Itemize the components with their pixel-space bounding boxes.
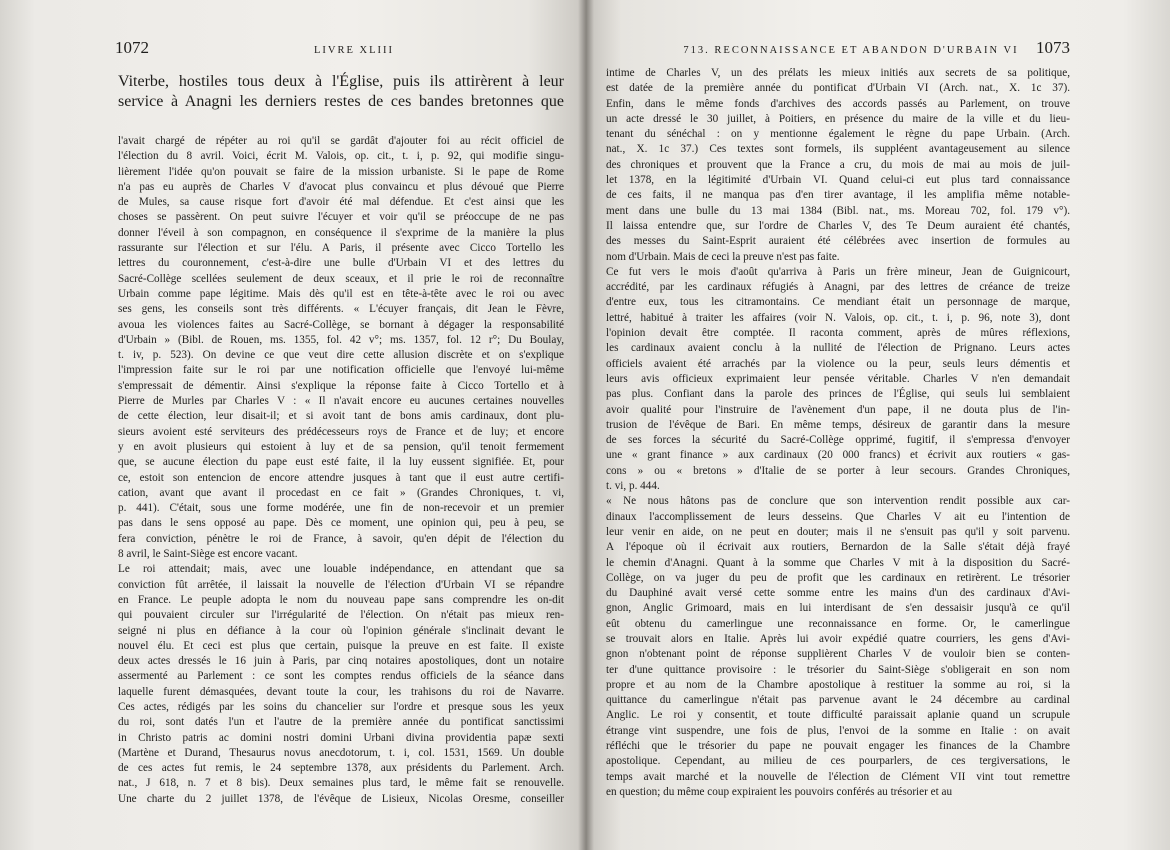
left-running-head	[115, 38, 564, 60]
text-line: deux actes dressés le 16 juin à Paris, par cinq notaires apostoliques, dont un notaire	[118, 655, 564, 668]
text-line: est datée de la première année du pontificat d'Urbain VI (Arch. nat., X. 1c 37).	[606, 82, 1070, 95]
text-line: Il laissa entendre que, sur l'ordre de Charles V, des Te Deum auraient été chantés,	[606, 219, 1070, 232]
text-line: t. vi, p. 444.	[606, 480, 660, 493]
text-line: A l'époque où il écrivait aux routiers, Bernardon de la Salle s'était déjà frayé	[606, 541, 1070, 554]
text-line: Pierre de Murles par Charles V : « Il n'avait encore eu aucunes certaines nouvelles	[118, 395, 564, 408]
top-text-line: Viterbe, hostiles tous deux à l'Église, puis ils attirèrent à leur	[118, 73, 564, 90]
text-line: qui pouvaient circuler sur l'irrégularité de l'élection. On n'était pas mieux ren-	[118, 609, 564, 622]
text-line: nom d'Urbain. Mais de ceci la preuve n'est pas faite.	[606, 250, 840, 263]
text-line: d'entre eux, tous les citramontains. Ce mendiant était un personnage de marque,	[606, 296, 1070, 309]
text-line: du roi, sont datés l'un et l'autre de la première année du pontificat sanctissimi	[118, 716, 564, 729]
text-line: étrange vint suspendre, une fois de plus, l'envoi de la somme en Italie : on avait	[606, 724, 1070, 737]
text-line: lettres du couronnement, c'est-à-dire une bulle d'Urbain VI et des lettres du	[118, 257, 564, 270]
left-page-number: 1072	[115, 38, 149, 57]
text-line: ment dans une bulle du 13 mai 1384 (Bibl. nat., ms. Moreau 702, fol. 179 v°).	[606, 204, 1070, 217]
text-line: les cardinaux avaient conclu à la nullité de l'élection de Prignano. Leurs actes	[606, 342, 1070, 355]
text-line: Anglic. Le roi y consentit, et toute difficulté paraissait aplanie quand un scrupule	[606, 709, 1070, 722]
text-line: de ces actes fut remis, le 24 septembre 1378, aux présidents du Parlement. Arch.	[118, 762, 564, 775]
text-line: du Dauphiné avait versé cette somme entre les mains d'un des cardinaux d'Avi-	[606, 587, 1070, 600]
text-line: pas plus. Confiant dans la parole des princes de l'Église, qui seuls lui semblaient	[606, 388, 1070, 401]
text-line: tenant du sénéchal : on y mentionne également le règne du pape Urbain. (Arch.	[606, 128, 1070, 141]
text-line: propre et au nom de la Chambre apostolique à restituer la somme au roi, si la	[606, 678, 1070, 691]
left-body-text	[118, 134, 564, 807]
text-line: seigné ni plus en défiance à la cour où l'opinion générale s'inclinait devant le	[118, 624, 564, 637]
text-line: in Christo patris ac domini nostri domini Urbani divina providentia papæ sexti	[118, 731, 564, 744]
text-line: lettré, habitué à traiter les affaires (voir N. Valois, op. cit., t. i, p. 96, note 3), dont	[606, 311, 1070, 324]
text-line: Ces actes, rédigés par les soins du chancelier sur l'ordre et presque sous les yeux	[118, 700, 564, 713]
text-line: d'Urbain » (Bibl. de Rouen, ms. 1355, fol. 42 v°; ms. 1357, fol. 12 r°; Du Boulay,	[118, 333, 564, 346]
text-line: cation, avant que avant il procedast en ce fait » (Grandes Chroniques, t. vi,	[118, 486, 564, 499]
text-line: leur venir en aide, on ne peut en douter; mais il ne s'ensuit pas qu'il y soit parvenu.	[606, 525, 1070, 538]
text-line: 8 avril, le Saint-Siège est encore vacant.	[118, 548, 298, 561]
text-line: se trouvait alors en Italie. Après lui avoir expédié quatre courriers, les gens d'Avi-	[606, 632, 1070, 645]
text-line: réfléchi que le trésorier du pape ne pouvait engager les finances de la Chambre	[606, 740, 1070, 753]
text-line: trusion de l'évêque de Bari. En même temps, désireux de garantir dans la mesure	[606, 418, 1070, 431]
text-line: des chroniques et prouvent que la France a cru, du mois de mai au mois de juil-	[606, 158, 1070, 171]
text-line: quittance du camerlingue n'était pas parvenue avant le 24 décembre au cardinal	[606, 694, 1070, 707]
text-line: l'impression faite sur le roi par une notification officielle que l'envoyé lui-même	[118, 364, 564, 377]
right-running-title: 713. RECONNAISSANCE ET ABANDON D'URBAIN VI	[683, 45, 1019, 56]
text-line: en France. Le peuple adopta le nom du nouveau pape sans comprendre les on-dit	[118, 593, 564, 606]
text-line: avoir qualité pour l'instruire de l'avènement d'un pape, il ne douta plus de l'in-	[606, 403, 1070, 416]
text-line: pas dans le sens opposé au pape. Dès ce moment, une opinion qui, peu à peu, se	[118, 517, 564, 530]
text-line: avoua les violences faites au Sacré-Collège, se bornant à dégager la responsabilité	[118, 318, 564, 331]
text-line: Urbain comme pape légitime. Mais dès qu'il est en tête-à-tête avec le roi ou avec	[118, 287, 564, 300]
text-line: leurs avis officieux exprimaient leur pensée véritable. Charles V n'en demandait	[606, 372, 1070, 385]
text-line: temps avait marché et la nouvelle de l'élection de Clément VII vint tout remettre	[606, 770, 1070, 783]
text-line: un acte dressé le 30 juillet, à Poitiers, en présence du maire de la ville et du lieu-	[606, 112, 1070, 125]
text-line: ce, estoit son entencion de encore attendre jusques à tant que il eust autre certifi-	[118, 471, 564, 484]
right-running-head	[606, 38, 1070, 60]
text-line: de ses forces la sécurité du Sacré-Collège opprimé, fugitif, il s'empressa d'envoyer	[606, 434, 1070, 447]
text-line: Une charte du 2 juillet 1378, de l'évêque de Lisieux, Nicolas Oresme, conseiller	[118, 792, 564, 805]
text-line: intime de Charles V, un des prélats les mieux initiés aux secrets de sa politique,	[606, 67, 1070, 79]
text-line: assermenté au Parlement : ce sont les comptes rendus officiels de la séance dans	[118, 670, 564, 683]
text-line: une « grant finance » aux cardinaux (20 000 francs) et écrivit aux routiers « gas-	[606, 449, 1070, 462]
text-line: de ces faits, il ne manqua pas d'en tirer avantage, il les amplifia même notable-	[606, 189, 1070, 202]
text-line: p. 441). C'était, sous une forme modérée, une fin de non-recevoir et un premier	[118, 502, 564, 515]
text-line: choses se passèrent. On peut suivre l'écuyer et voir qu'il se préoccupe de ne pas	[118, 211, 564, 224]
left-top-text	[118, 72, 564, 112]
text-line: n'a pas eu auprès de Charles V d'avocat plus convaincu et plus dévoué que Pierre	[118, 180, 564, 193]
text-line: y en avoit plusieurs qui estoient à luy et de sa pension, qu'il tenoit fermement	[118, 440, 564, 453]
text-line: Enfin, dans le même fonds d'archives des accords passés au Parlement, on trouve	[606, 97, 1070, 110]
text-line: l'élection du 8 avril. Voici, écrit M. Valois, op. cit., t. i, p. 92, qui modifie singu-	[118, 150, 564, 163]
text-line: l'avait chargé de répéter au roi qu'il se gardât d'ajouter foi au récit officiel de	[118, 135, 564, 147]
text-line: en question; du même coup expiraient les pouvoirs conférés au trésorier et au	[606, 785, 953, 798]
text-line: gnon n'obtenant point de réponse supplièrent Charles V de vouloir bien se conten-	[606, 648, 1070, 661]
text-line: des messes du Saint-Esprit auraient été célébrées avec insertion de formules au	[606, 235, 1070, 248]
text-line: nat., X. 1c 37.) Ces textes sont formels, ils suppléent avantageusement au silence	[606, 143, 1070, 156]
text-line: officiels avaient été arrachés par la violence ou la peur, seuls leurs démentis et	[606, 357, 1070, 370]
text-line: conviction fût arrêtée, il laissait la nouvelle de l'élection d'Urbain VI se répandre	[118, 578, 564, 591]
left-running-title: LIVRE XLIII	[313, 45, 394, 56]
book-gutter	[578, 0, 594, 850]
text-line: nat., J 618, n. 7 et 8 bis). Deux semaines plus tard, le même fait se renouvelle.	[118, 777, 564, 790]
right-page-number: 1073	[1036, 38, 1070, 57]
right-page	[586, 0, 1170, 850]
text-line: de cette élection, leur disait-il; et si avoit tant de bons amis cardinaux, dont plu-	[118, 410, 564, 423]
text-line: apostolique. Cependant, au milieu de ces pourparlers, de ces tergiversations, le	[606, 755, 1070, 768]
text-line: Collège, on va juger du peu de profit que les cardinaux en retirèrent. Le trésorier	[606, 571, 1070, 584]
text-line: gnon, Anglic Grimoard, mais en lui interdisant de s'en dessaisir jusqu'à ce qu'il	[606, 602, 1070, 615]
text-line: « Ne nous hâtons pas de conclure que son intervention rendit possible aux car-	[606, 495, 1070, 508]
text-line: s'empressait de démentir. Ainsi s'explique la réponse faite à Cicco Tortello et à	[118, 379, 564, 392]
text-line: Le roi attendait; mais, avec une louable indépendance, en attendant que sa	[118, 563, 564, 576]
right-body-text	[606, 66, 1070, 800]
text-line: donner l'éveil à son compagnon, en conséquence il s'exprime de la manière la plus	[118, 226, 564, 239]
top-text-line: service à Anagni les derniers restes de ces bandes bretonnes que	[118, 93, 564, 110]
text-line: que, se aucune élection du pape eust esté faite, il la luy eussent signifiée. Et, pour	[118, 456, 564, 469]
text-line: ter d'une quittance provisoire : le trésorier du Saint-Siège s'obligerait en son nom	[606, 663, 1070, 676]
text-line: de Mules, sa cause risque fort d'avoir été mal défendue. Et c'est ainsi que les	[118, 196, 564, 209]
text-line: (Martène et Durand, Thesaurus novus anecdotorum, t. i, col. 1531, 1569. Un double	[118, 746, 564, 759]
text-line: fera conviction, pénètre le roi de France, à savoir, qu'en dépit de l'élection du	[118, 532, 564, 545]
text-line: eût obtenu du camerlingue une reconnaissance en forme. Or, le camerlingue	[606, 617, 1070, 630]
text-line: l'opinion devait être comptée. Il raconta comment, après de mûres réflexions,	[606, 327, 1070, 340]
text-line: le chemin d'Anagni. Quant à la somme que Charles V mit à la disposition du Sacré-	[606, 556, 1070, 569]
text-line: laquelle furent démasquées, devant toute la cour, les trahisons du roi de Navarre.	[118, 685, 564, 698]
text-line: Sacré-Collège scellées seulement de deux sceaux, et il prie le roi de reconnaître	[118, 272, 564, 285]
text-line: lièrement l'idée qu'on pouvait se faire de la mission urbaniste. Si le pape de Rome	[118, 165, 564, 178]
text-line: ses gens, les conseils sont très différents. « L'écuyer français, dit Jean le Fèvre,	[118, 303, 564, 316]
text-line: rassurante sur l'élection et sur l'élu. A Paris, il présente avec Cicco Tortello les	[118, 242, 564, 255]
text-line: cons » ou « bretons » d'Italie de se porter à leur secours. Grandes Chroniques,	[606, 464, 1070, 477]
text-line: nouvel élu. Et ceci est plus que certain, puisque la preuve en est faite. Il existe	[118, 639, 564, 652]
text-line: let 1378, en la légitimité d'Urbain VI. Quand celui-ci eut plus tard connaissance	[606, 174, 1070, 187]
text-line: dinaux l'accomplissement de leurs desseins. Que Charles V ait eu l'intention de	[606, 510, 1070, 523]
text-line: t. iv, p. 523). On devine ce que veut dire cette allusion discrète et on s'explique	[118, 349, 564, 362]
text-line: sieurs avoient esté serviteurs des prédécesseurs roys de France et de luy; et encore	[118, 425, 564, 438]
text-line: accrédité, par les cardinaux réfugiés à Anagni, par des lettres de créance de treize	[606, 281, 1070, 294]
text-line: Ce fut vers le mois d'août qu'arriva à Paris un frère mineur, Jean de Guignicourt,	[606, 265, 1070, 278]
